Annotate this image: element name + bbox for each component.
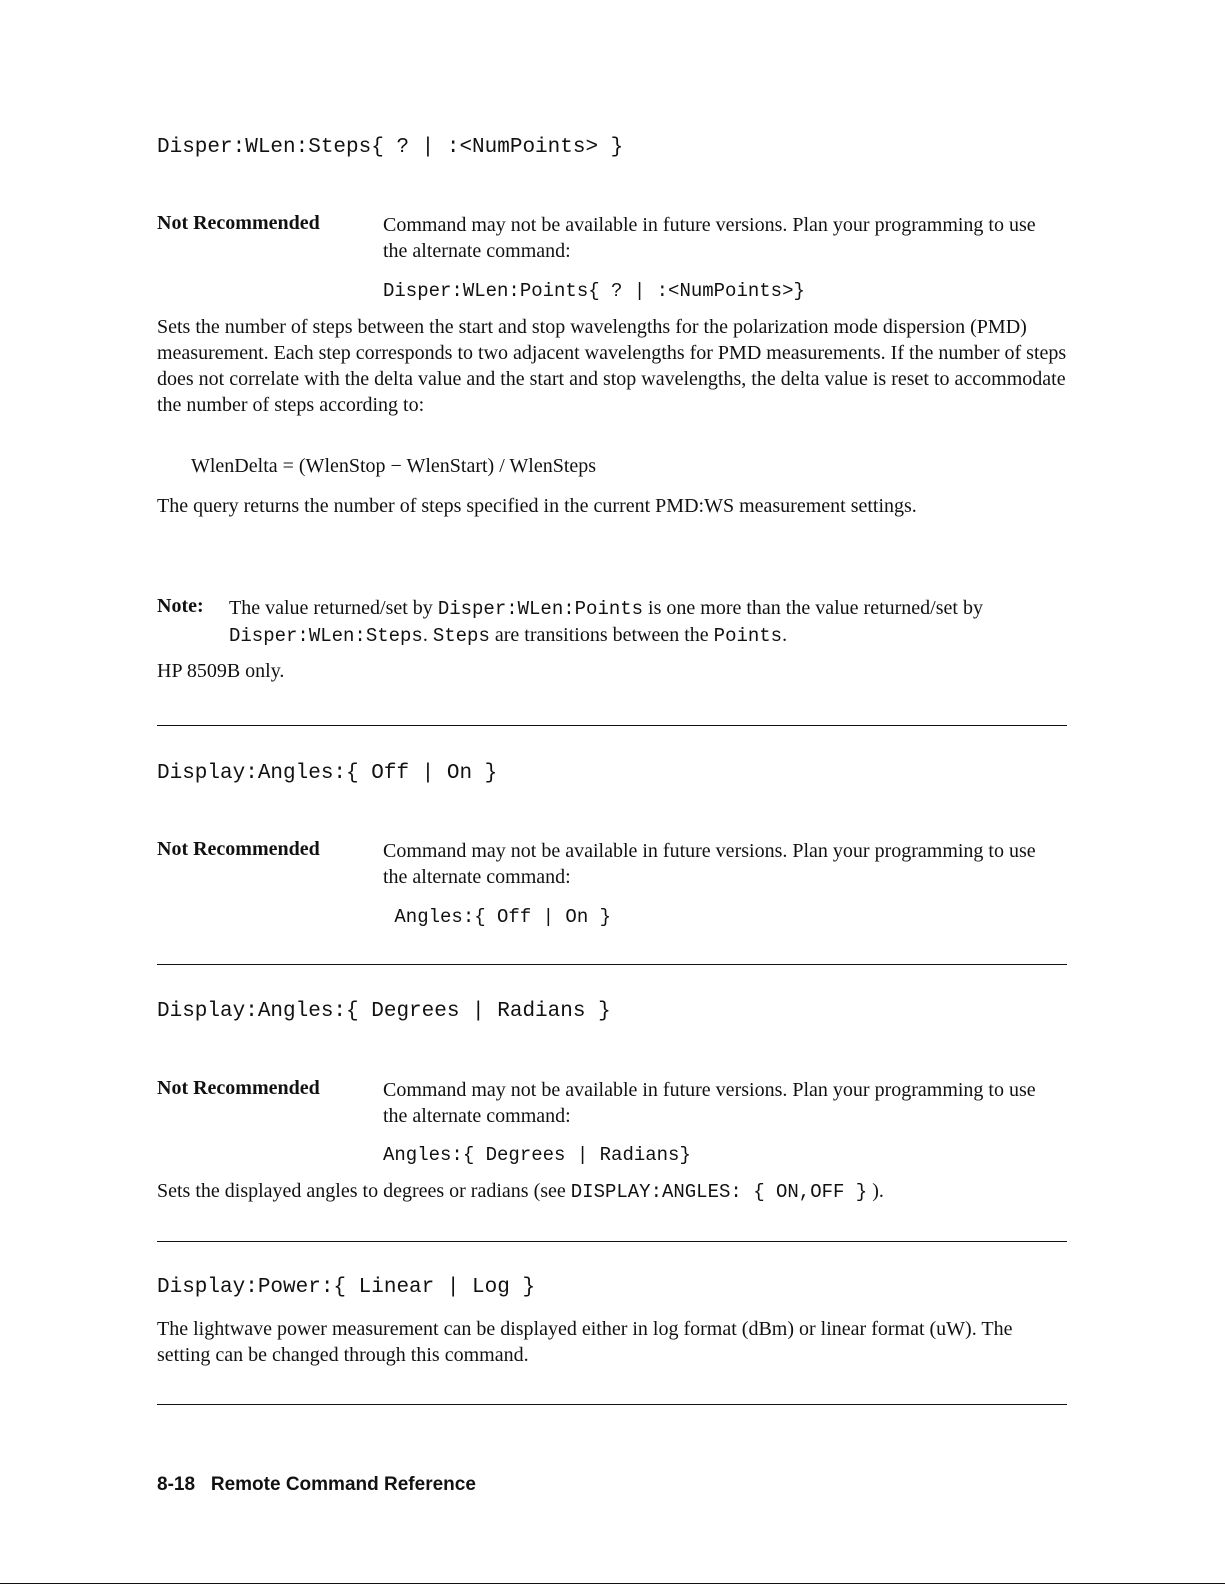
section-divider	[157, 1241, 1067, 1242]
note-text-part: is one more than the value returned/set by	[643, 597, 983, 619]
description-text: Sets the displayed angles to degrees or radians (see	[157, 1180, 571, 1202]
command-heading-display-angles-units: Display:Angles:{ Degrees | Radians }	[157, 1000, 611, 1023]
not-recommended-label: Not Recommended	[157, 212, 320, 234]
page-number: 8-18	[157, 1474, 196, 1495]
description-paragraph	[157, 1180, 884, 1203]
command-heading-disper-wlen-steps: Disper:WLen:Steps{ ? | :<NumPoints> }	[157, 136, 624, 159]
note-text-part: .	[422, 624, 433, 646]
alternate-command: Angles:{ Off | On }	[383, 906, 612, 928]
not-recommended-text: Command may not be available in future versions. Plan your programming to use the alternate command:	[383, 1079, 1036, 1127]
note-code: Disper:WLen:Points	[437, 598, 644, 620]
alternate-command: Angles:{ Degrees | Radians}	[383, 1144, 691, 1166]
note-code: Points	[713, 625, 783, 647]
note-text-part: are transitions between the	[489, 624, 714, 646]
footer-title: Remote Command Reference	[210, 1474, 476, 1495]
alternate-command: Disper:WLen:Points{ ? | :<NumPoints>}	[383, 280, 805, 302]
section-divider	[157, 725, 1067, 726]
note-code: Disper:WLen:Steps	[229, 625, 423, 647]
note-label: Note:	[157, 595, 204, 617]
formula: WlenDelta = (WlenStop − WlenStart) / WlenSteps	[191, 455, 597, 477]
command-heading-display-power: Display:Power:{ Linear | Log }	[157, 1276, 536, 1299]
note-text	[229, 595, 1049, 649]
description-code: DISPLAY:ANGLES: { ON,OFF }	[570, 1181, 868, 1203]
note-text-part: The value returned/set by	[229, 597, 438, 619]
model-note: HP 8509B only.	[157, 660, 285, 682]
not-recommended-label: Not Recommended	[157, 1077, 320, 1099]
description-paragraph: Sets the number of steps between the start and stop wavelengths for the polarization mode dispersion (PMD) measurement. Each step corresponds to two adjacent wavelengths for PMD measurements. If the number of steps does not correlate with the delta value and the start and stop wavelengths, the delta value is reset to accommodate the number of steps according to:	[157, 316, 1067, 416]
not-recommended-text: Command may not be available in future versions. Plan your programming to use the alternate command:	[383, 214, 1036, 262]
note-text-part: .	[782, 624, 788, 646]
description-text: ).	[867, 1180, 884, 1202]
not-recommended-label: Not Recommended	[157, 838, 320, 860]
query-paragraph: The query returns the number of steps specified in the current PMD:WS measurement settings.	[157, 495, 917, 517]
section-divider	[157, 964, 1067, 965]
description-paragraph: The lightwave power measurement can be displayed either in log format (dBm) or linear format (uW). The setting can be changed through this command.	[157, 1318, 1013, 1366]
note-code: Steps	[432, 625, 490, 647]
not-recommended-text: Command may not be available in future versions. Plan your programming to use the alternate command:	[383, 840, 1036, 888]
command-heading-display-angles-on-off: Display:Angles:{ Off | On }	[157, 762, 498, 785]
page-footer	[157, 1474, 476, 1496]
section-divider	[157, 1404, 1067, 1405]
page-bottom-border	[0, 1583, 1225, 1584]
